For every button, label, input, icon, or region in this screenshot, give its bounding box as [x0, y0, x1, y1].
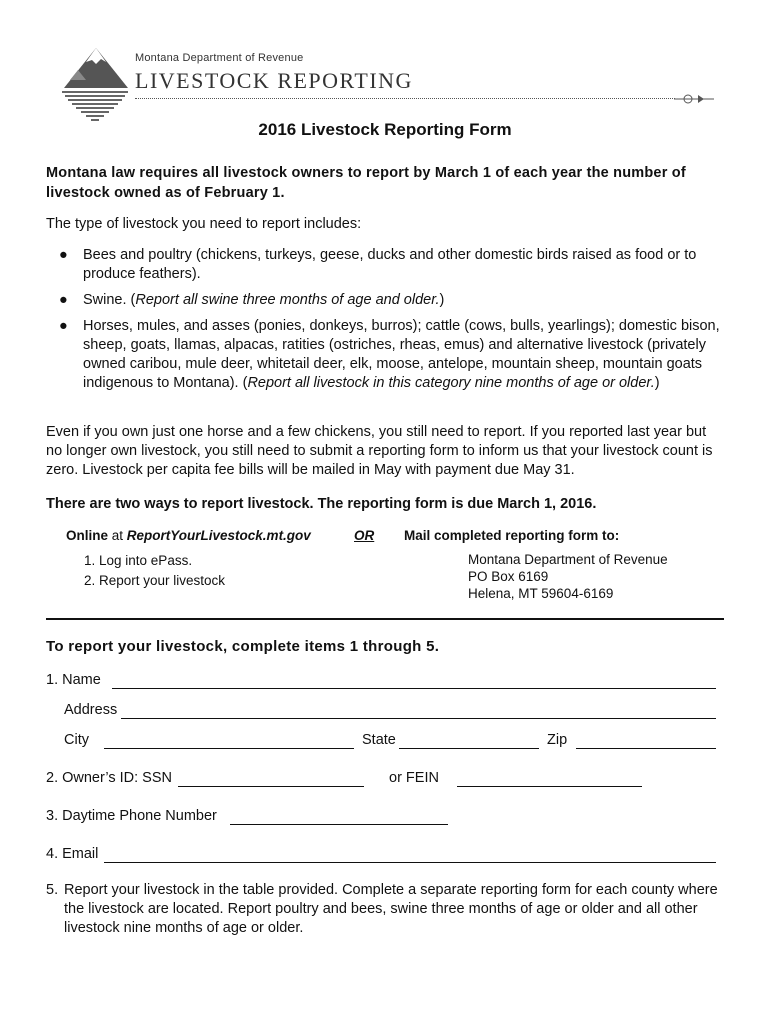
address-field[interactable]	[121, 718, 716, 719]
state-field[interactable]	[399, 748, 539, 749]
program-name: LIVESTOCK REPORTING	[135, 68, 413, 93]
department-name: Montana Department of Revenue	[135, 52, 304, 64]
address-label: Address	[64, 702, 118, 718]
name-field[interactable]	[112, 688, 716, 689]
list-item: 2. Report your livestock	[84, 573, 226, 588]
zip-field[interactable]	[576, 748, 716, 749]
phone-field[interactable]	[230, 824, 448, 825]
online-steps	[84, 551, 225, 591]
city-field[interactable]	[104, 748, 354, 749]
list-item: ● Swine. (Report all swine three months of age and older.)	[59, 292, 445, 308]
section-divider	[46, 618, 724, 620]
list-item: ● Bees and poultry (chickens, turkeys, geese, ducks and other domestic birds raised as food or to produce feathers).	[59, 247, 697, 282]
or-label: OR	[354, 528, 375, 543]
form-title: 2016 Livestock Reporting Form	[258, 120, 512, 139]
bullet-icon: ●	[59, 318, 68, 334]
list-item: ● Horses, mules, and asses (ponies, donkeys, burros); cattle (cows, bulls, yearlings); domestic bison, sheep, goats, llamas, alpacas, ratities (ostriches, rheas, emus) and alternative livestock (privately owned caribou, mule deer, whitetail deer, elk, moose, antelope, mountain sheep, mountain goats indigenous to Montana). (Report all livestock in this category nine months of age or older.)	[59, 318, 720, 391]
livestock-type-intro: The type of livestock you need to report includes:	[46, 216, 362, 232]
city-label: City	[64, 732, 89, 748]
bullet-icon: ●	[59, 247, 68, 263]
bullet-icon: ●	[59, 292, 68, 308]
ssn-label: 2. Owner’s ID: SSN	[46, 770, 172, 786]
zip-label: Zip	[547, 732, 568, 748]
item-5-instructions: 5. Report your livestock in the table provided. Complete a separate reporting form for each county where the livestock are located. Report poultry and bees, swine three months of age or older and all other livestock nine months of age or older.	[46, 882, 718, 936]
email-field[interactable]	[104, 862, 716, 863]
report-website-link[interactable]: ReportYourLivestock.mt.gov	[126, 528, 311, 543]
brand-ornament-icon	[674, 92, 714, 106]
online-heading: Online at ReportYourLivestock.mt.gov	[66, 528, 311, 543]
law-requirement: Montana law requires all livestock owners to report by March 1 of each year the number of livestock owned as of February 1.	[46, 165, 686, 201]
livestock-type-list	[56, 246, 726, 400]
list-item: 1. Log into ePass.	[84, 553, 193, 568]
items-heading: To report your livestock, complete items 1 through 5.	[46, 638, 440, 655]
header-divider	[135, 98, 675, 99]
reporting-note: Even if you own just one horse and a few chickens, you still need to report. If you reported last year but no longer own livestock, you still need to submit a reporting form to inform us that your livestock count is zero. Livestock per capita fee bills will be mailed in May with payment due May 31.	[46, 424, 713, 478]
state-label: State	[362, 732, 396, 748]
ways-to-report: There are two ways to report livestock. The reporting form is due March 1, 2016.	[46, 496, 597, 512]
mail-heading: Mail completed reporting form to:	[404, 528, 620, 543]
name-label: 1. Name	[46, 672, 101, 688]
mailing-address: Montana Department of Revenue PO Box 6169 Helena, MT 59604-6169	[468, 552, 668, 601]
phone-label: 3. Daytime Phone Number	[46, 808, 217, 824]
mountain-logo-icon	[56, 44, 134, 124]
fein-field[interactable]	[457, 786, 642, 787]
fein-label: or FEIN	[389, 770, 439, 786]
ssn-field[interactable]	[178, 786, 364, 787]
email-label: 4. Email	[46, 846, 99, 862]
